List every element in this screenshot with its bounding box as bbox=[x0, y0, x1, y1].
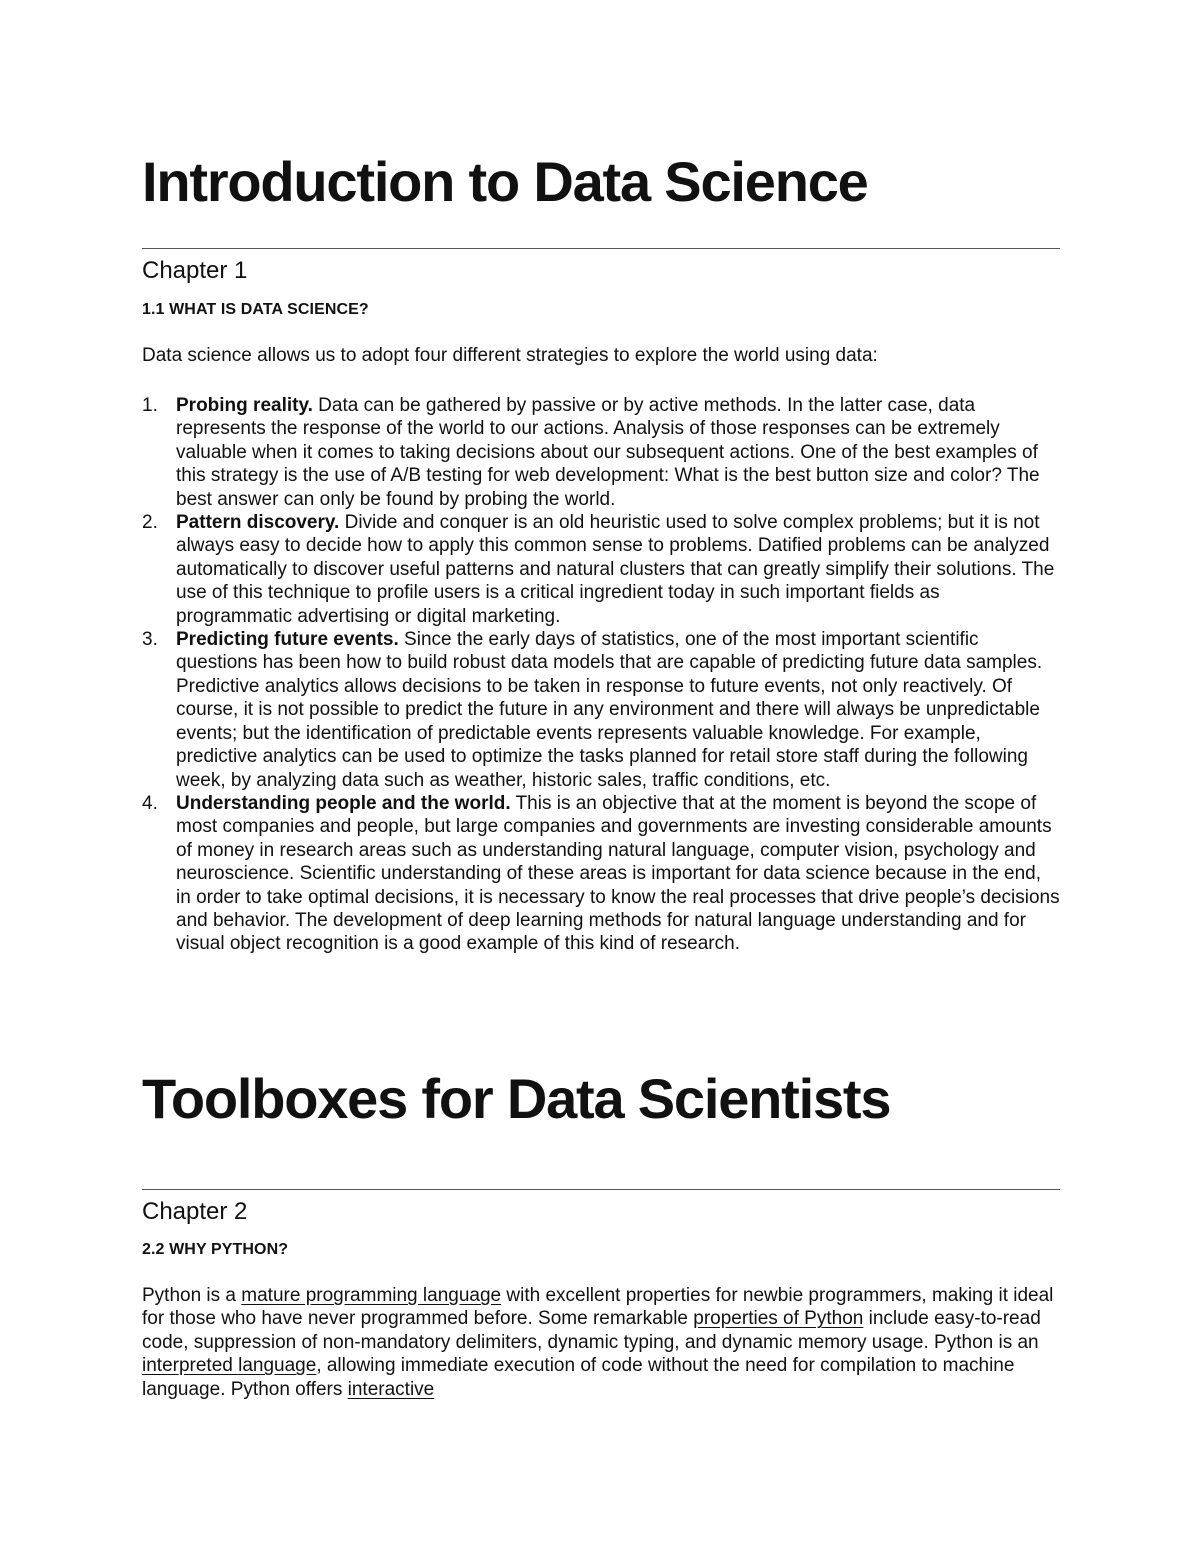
intro-paragraph: Data science allows us to adopt four different strategies to explore the world using data: bbox=[142, 345, 878, 366]
paragraph-text: include easy-to-read code, suppression of non-mandatory delimiters, dynamic typing, and dynamic memory usage. Python is an bbox=[142, 1308, 1041, 1353]
title-divider bbox=[142, 248, 1060, 249]
chapter-heading: Chapter 2 bbox=[142, 1198, 248, 1225]
list-item bbox=[142, 511, 1060, 628]
section-heading: 1.1 WHAT IS DATA SCIENCE? bbox=[142, 301, 369, 318]
interpreted-language-link[interactable]: interpreted language bbox=[142, 1355, 317, 1377]
list-term: Probing reality. bbox=[176, 395, 313, 416]
list-number: 4. bbox=[142, 792, 158, 814]
python-paragraph bbox=[142, 1284, 1060, 1401]
list-item bbox=[142, 628, 1060, 792]
title-divider bbox=[142, 1189, 1060, 1190]
list-item bbox=[142, 394, 1060, 511]
list-number: 2. bbox=[142, 512, 158, 534]
paragraph-text: with excellent properties for newbie programmers, making it ideal for those who have never programmed before. Some remarkable bbox=[142, 1285, 1054, 1330]
list-term: Understanding people and the world. bbox=[176, 792, 511, 814]
paragraph-text: Python is a bbox=[142, 1285, 242, 1306]
page-title: Toolboxes for Data Scientists bbox=[142, 1067, 891, 1130]
chapter-heading: Chapter 1 bbox=[142, 257, 248, 284]
list-text: Since the early days of statistics, one of the most important scientific questions has been how to build robust data models that are capable of predicting future data samples. Predictive analytics allows decisions to be taken in response to future events, not only reactively. Of course, it is not possible to predict the future in any environment and there will always be unpredictable events; but the identification of predictable events represents valuable knowledge. For example, predictive analytics can be used to optimize the tasks planned for retail store staff during the following week, by analyzing data such as weather, historic sales, traffic conditions, etc. bbox=[176, 629, 1043, 791]
page-title: Introduction to Data Science bbox=[142, 150, 868, 213]
list-text: Data can be gathered by passive or by active methods. In the latter case, data represents the response of the world to our actions. Analysis of those responses can be extremely valuable when it comes to taking decisions about our subsequent actions. One of the best examples of this strategy is the use of A/B testing for web development: What is the best button size and color? The best answer can only be found by probing the world. bbox=[176, 395, 1040, 510]
list-text: This is an objective that at the moment is beyond the scope of most companies and people, but large companies and governments are investing considerable amounts of money in research areas such as understanding natural language, computer vision, psychology and neuroscience. Scientific understanding of these areas is important for data science because in the end, in order to take optimal decisions, it is necessary to know the real processes that drive people’s decisions and behavior. The development of deep learning methods for natural language understanding and for visual object recognition is a good example of this kind of research. bbox=[176, 792, 1060, 955]
list-number: 1. bbox=[142, 395, 158, 416]
section-heading: 2.2 WHY PYTHON? bbox=[142, 1241, 289, 1258]
mature-programming-language-link[interactable]: mature programming language bbox=[241, 1285, 502, 1306]
properties-of-python-link[interactable]: properties of Python bbox=[693, 1308, 864, 1330]
list-text: Divide and conquer is an old heuristic used to solve complex problems; but it is not always easy to decide how to apply this common sense to problems. Datified problems can be analyzed automatically to discover useful patterns and natural clusters that can greatly simplify their solutions. The use of this technique to profile users is a critical ingredient today in such important fields as programmatic advertising or digital marketing. bbox=[176, 512, 1055, 627]
paragraph-text: , allowing immediate execution of code without the need for compilation to machine language. Python offers bbox=[142, 1355, 1015, 1400]
interactive-link[interactable]: interactive bbox=[347, 1378, 435, 1400]
list-item bbox=[142, 792, 1060, 956]
list-number: 3. bbox=[142, 629, 158, 651]
list-term: Pattern discovery. bbox=[176, 512, 340, 534]
list-term: Predicting future events. bbox=[176, 629, 399, 651]
strategies-list bbox=[142, 394, 1060, 956]
